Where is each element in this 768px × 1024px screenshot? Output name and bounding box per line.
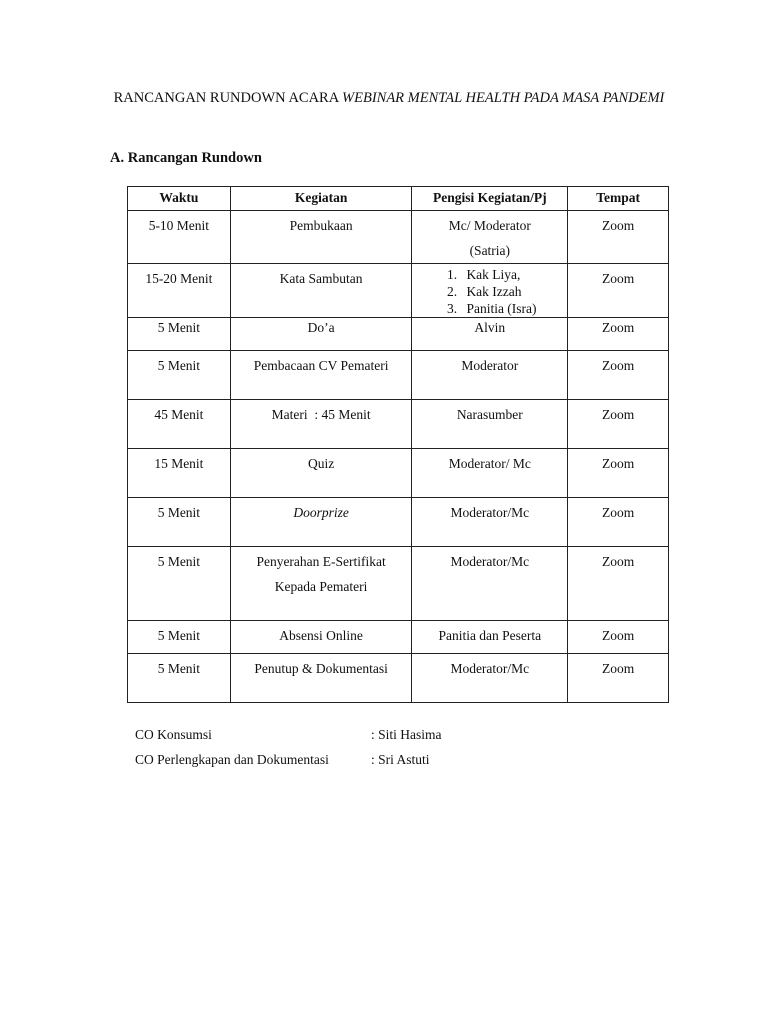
document-title xyxy=(100,86,678,110)
cell-pengisi: Mc/ Moderator (Satria) xyxy=(412,211,568,264)
cell-waktu: 5-10 Menit xyxy=(128,211,231,264)
cell-waktu: 15-20 Menit xyxy=(128,264,231,318)
cell-waktu: 5 Menit xyxy=(128,547,231,621)
table-row xyxy=(128,211,669,264)
cell-tempat: Zoom xyxy=(568,400,669,449)
cell-tempat: Zoom xyxy=(568,211,669,264)
committee-label: CO Konsumsi xyxy=(135,727,212,742)
cell-kegiatan: Doorprize xyxy=(230,498,412,547)
cell-kegiatan: Quiz xyxy=(230,449,412,498)
table-row xyxy=(128,621,669,654)
cell-tempat: Zoom xyxy=(568,264,669,318)
cell-pengisi xyxy=(412,264,568,318)
header-tempat: Tempat xyxy=(568,187,669,211)
cell-kegiatan: Kata Sambutan xyxy=(230,264,412,318)
cell-waktu: 5 Menit xyxy=(128,498,231,547)
cell-pengisi: Moderator/Mc xyxy=(412,498,568,547)
committee-label: CO Perlengkapan dan Dokumentasi xyxy=(135,752,329,767)
cell-pengisi: Narasumber xyxy=(412,400,568,449)
cell-waktu: 5 Menit xyxy=(128,621,231,654)
table-row xyxy=(128,400,669,449)
cell-tempat: Zoom xyxy=(568,547,669,621)
cell-kegiatan: Materi : 45 Menit xyxy=(230,400,412,449)
cell-tempat: Zoom xyxy=(568,654,669,703)
committee-list xyxy=(135,722,442,772)
cell-tempat: Zoom xyxy=(568,351,669,400)
table-row xyxy=(128,498,669,547)
cell-tempat: Zoom xyxy=(568,498,669,547)
section-heading: A. Rancangan Rundown xyxy=(110,150,262,166)
cell-kegiatan: Do’a xyxy=(230,318,412,351)
committee-row xyxy=(135,722,442,747)
cell-waktu: 5 Menit xyxy=(128,318,231,351)
table-row xyxy=(128,547,669,621)
cell-waktu: 45 Menit xyxy=(128,400,231,449)
table-row xyxy=(128,318,669,351)
cell-tempat: Zoom xyxy=(568,449,669,498)
cell-kegiatan: Pembacaan CV Pemateri xyxy=(230,351,412,400)
title-italic: WEBINAR MENTAL HEALTH PADA MASA PANDEMI xyxy=(342,90,665,106)
title-normal: RANCANGAN RUNDOWN ACARA xyxy=(113,90,343,106)
cell-pengisi: Moderator/ Mc xyxy=(412,449,568,498)
table-header-row xyxy=(128,187,669,211)
header-pengisi: Pengisi Kegiatan/Pj xyxy=(412,187,568,211)
table-row xyxy=(128,654,669,703)
cell-kegiatan: Penyerahan E-Sertifikat Kepada Pemateri xyxy=(230,547,412,621)
pengisi-list xyxy=(416,266,563,317)
table-row xyxy=(128,351,669,400)
header-kegiatan: Kegiatan xyxy=(230,187,412,211)
cell-waktu: 5 Menit xyxy=(128,351,231,400)
cell-tempat: Zoom xyxy=(568,318,669,351)
list-item: 2. Kak Izzah xyxy=(460,283,563,300)
cell-pengisi: Panitia dan Peserta xyxy=(412,621,568,654)
cell-kegiatan: Absensi Online xyxy=(230,621,412,654)
cell-pengisi: Moderator xyxy=(412,351,568,400)
committee-row xyxy=(135,747,442,772)
cell-kegiatan: Penutup & Dokumentasi xyxy=(230,654,412,703)
list-item: 1. Kak Liya, xyxy=(460,266,563,283)
table-row xyxy=(128,264,669,318)
table-row xyxy=(128,449,669,498)
cell-pengisi: Alvin xyxy=(412,318,568,351)
cell-tempat: Zoom xyxy=(568,621,669,654)
cell-pengisi: Moderator/Mc xyxy=(412,547,568,621)
cell-waktu: 15 Menit xyxy=(128,449,231,498)
cell-waktu: 5 Menit xyxy=(128,654,231,703)
committee-value: : Siti Hasima xyxy=(371,727,442,742)
committee-value: : Sri Astuti xyxy=(371,752,430,767)
list-item: 3. Panitia (Isra) xyxy=(460,300,563,317)
cell-kegiatan: Pembukaan xyxy=(230,211,412,264)
rundown-table xyxy=(127,186,669,703)
cell-pengisi: Moderator/Mc xyxy=(412,654,568,703)
header-waktu: Waktu xyxy=(128,187,231,211)
